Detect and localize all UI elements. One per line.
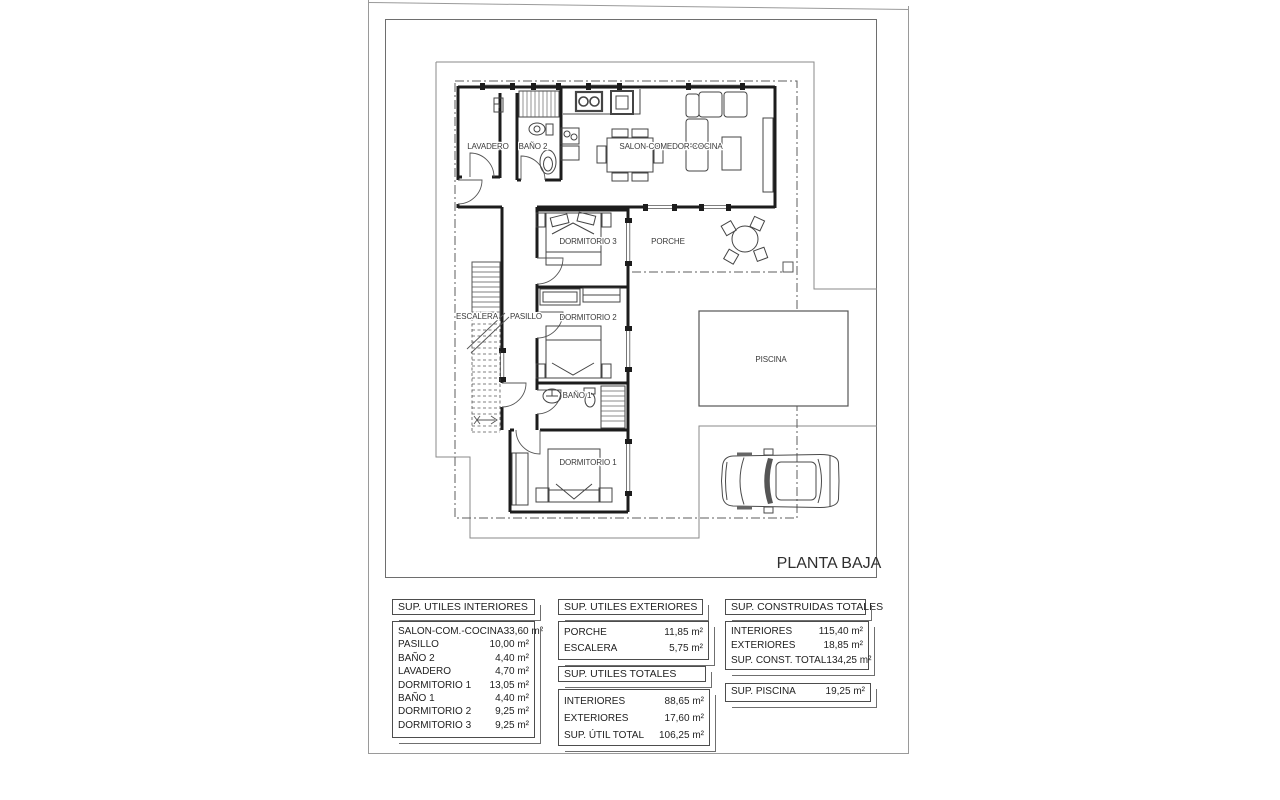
table-utiles-totales bbox=[558, 689, 710, 746]
table-exteriores-header bbox=[558, 599, 703, 615]
table-row: PASILLO 10,00 m² bbox=[398, 639, 529, 651]
room-label-dormitorio1: DORMITORIO 1 bbox=[559, 458, 617, 467]
table-row: BAÑO 1 4,40 m² bbox=[398, 693, 529, 705]
porch-pillar bbox=[783, 262, 793, 272]
room-label-dormitorio2: DORMITORIO 2 bbox=[559, 313, 617, 322]
table-row: SUP. ÚTIL TOTAL 106,25 m² bbox=[564, 730, 704, 741]
table-piscina bbox=[725, 683, 871, 702]
room-label-lavadero: LAVADERO bbox=[467, 142, 509, 151]
table-row: ESCALERA 5,75 m² bbox=[564, 642, 703, 654]
room-label-pasillo: PASILLO bbox=[509, 312, 543, 321]
porch-table bbox=[721, 216, 768, 264]
table-row: PORCHE 11,85 m² bbox=[564, 627, 703, 638]
table-construidas-header bbox=[725, 599, 884, 615]
room-label-piscina: PISCINA bbox=[755, 355, 787, 364]
room-label-bano2: BAÑO 2 bbox=[518, 142, 548, 151]
table-row: DORMITORIO 1 13,05 m² bbox=[398, 679, 529, 691]
table-row: SUP. PISCINA 19,25 m² bbox=[731, 686, 865, 697]
table-utiles-totales-header bbox=[558, 666, 706, 682]
table-interiores-header bbox=[392, 599, 535, 615]
table-exteriores bbox=[558, 621, 709, 660]
table-construidas-title: SUP. CONSTRUIDAS TOTALES bbox=[731, 601, 884, 613]
table-row: LAVADERO 4,70 m² bbox=[398, 666, 529, 678]
table-row: INTERIORES 115,40 m² bbox=[731, 626, 863, 637]
table-row: SALON-COM.-COCINA 33,60 m² bbox=[398, 626, 544, 637]
table-interiores bbox=[392, 621, 544, 738]
table-row: SUP. CONST. TOTAL 134,25 m² bbox=[731, 654, 872, 666]
room-label-escalera: ESCALERA bbox=[456, 312, 498, 321]
table-construidas bbox=[725, 621, 872, 670]
table-exteriores-title: SUP. UTILES EXTERIORES bbox=[564, 601, 698, 613]
table-utiles-totales-title: SUP. UTILES TOTALES bbox=[564, 668, 677, 680]
table-row: INTERIORES 88,65 m² bbox=[564, 696, 704, 707]
room-label-dormitorio3: DORMITORIO 3 bbox=[559, 237, 617, 246]
doors bbox=[458, 153, 563, 454]
table-row: DORMITORIO 3 9,25 m² bbox=[398, 719, 529, 731]
room-labels bbox=[456, 142, 787, 467]
bano2-fixtures bbox=[519, 91, 559, 174]
room-label-salon: SALON-COMEDOR-COCINA bbox=[619, 142, 723, 151]
room-label-porche: PORCHE bbox=[651, 237, 685, 246]
table-row: EXTERIORES 17,60 m² bbox=[564, 713, 704, 724]
table-row: EXTERIORES 18,85 m² bbox=[731, 640, 863, 652]
car bbox=[722, 449, 840, 513]
table-interiores-title: SUP. UTILES INTERIORES bbox=[398, 601, 528, 613]
room-label-bano1: BAÑO 1 bbox=[562, 391, 592, 400]
plan-title: PLANTA BAJA bbox=[776, 555, 882, 572]
table-row: BAÑO 2 4,40 m² bbox=[398, 652, 529, 664]
table-row: DORMITORIO 2 9,25 m² bbox=[398, 706, 529, 718]
